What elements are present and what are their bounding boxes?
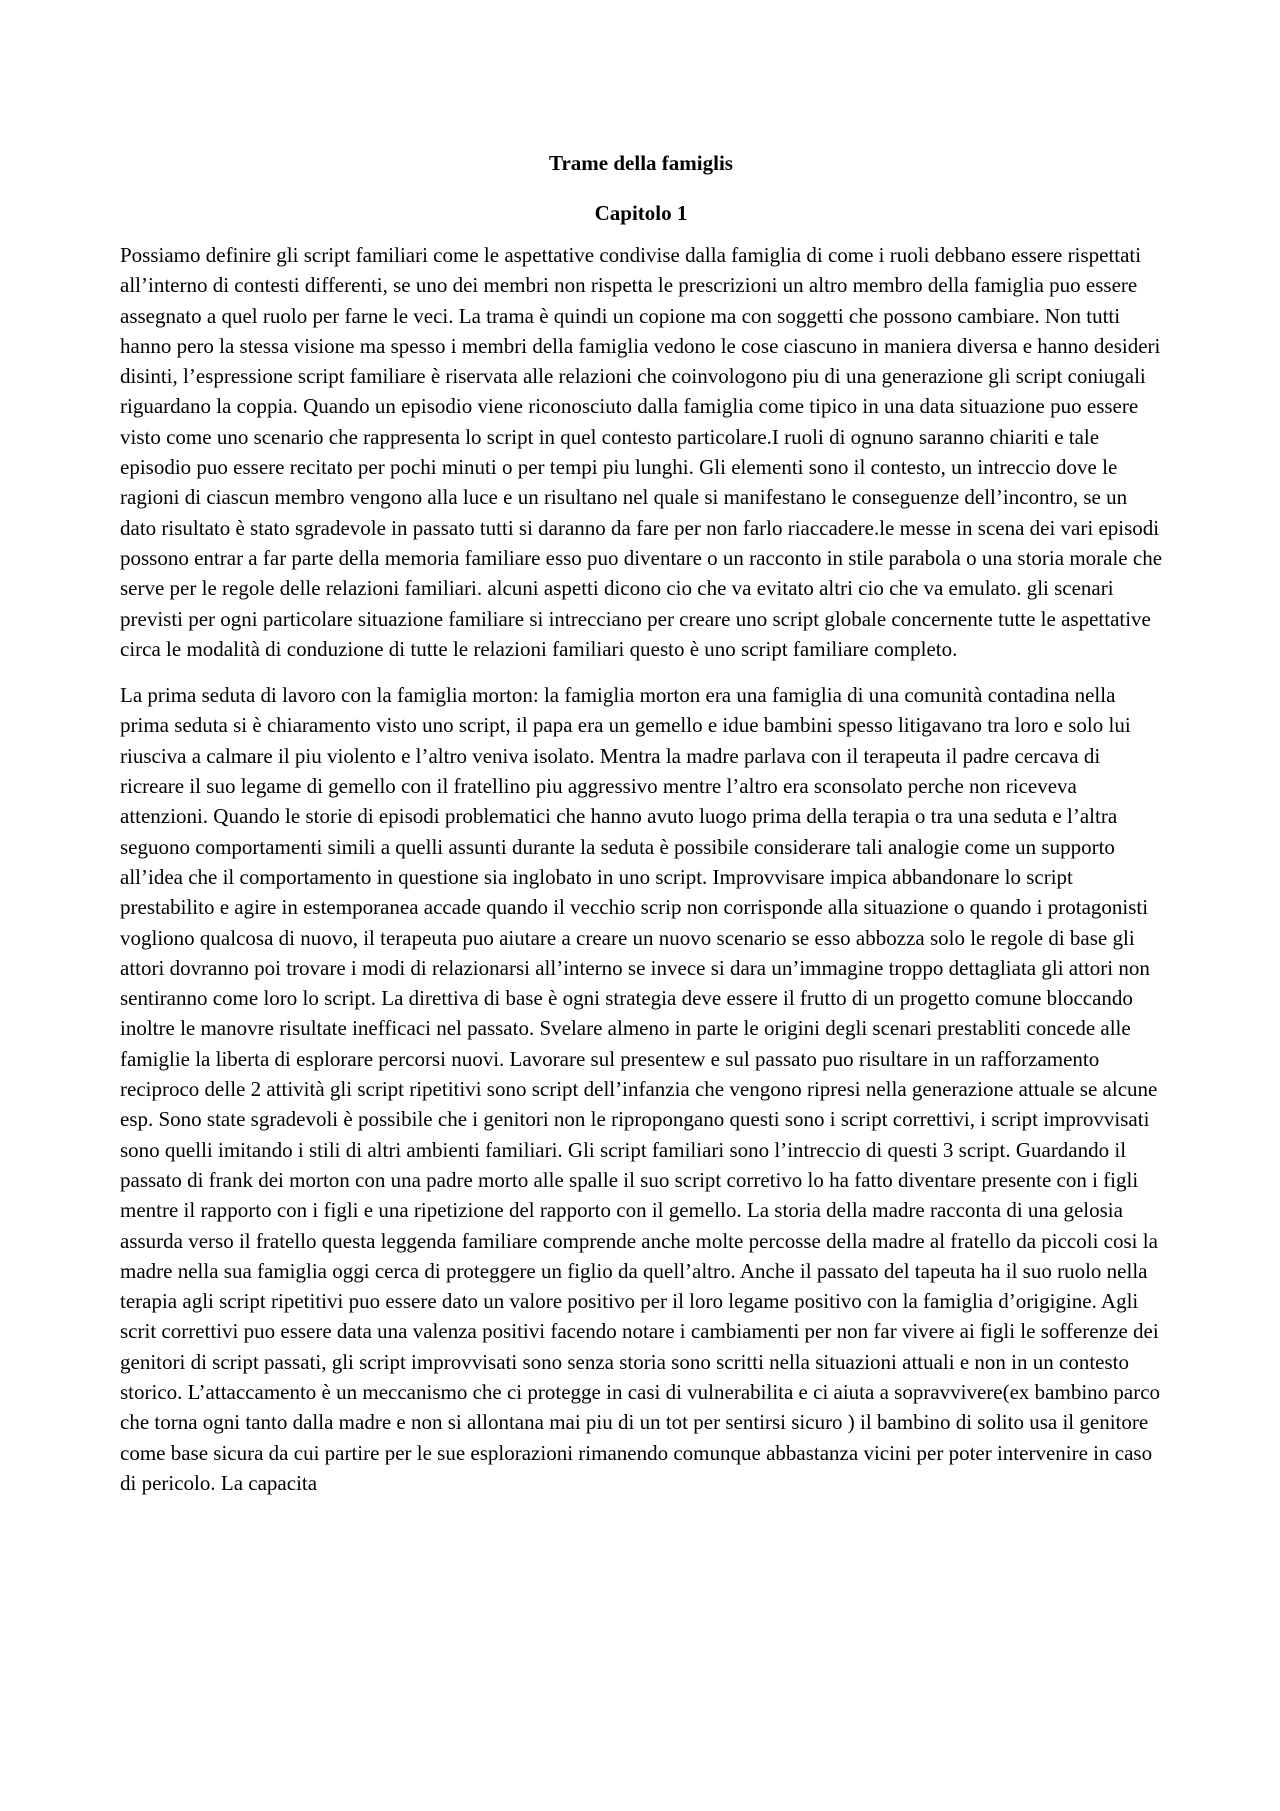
document-body [120,148,1162,1514]
chapter-heading: Capitolo 1 [594,201,688,225]
paragraph-1: Possiamo definire gli script familiari come le aspettative condivise dalla famiglia di come i ruoli debbano essere rispettati all’interno di contesti differenti, se uno dei membri non rispetta le prescrizioni un altro membro della famiglia puo essere assegnato a quel ruolo per farne le veci. La trama è quindi un copione ma con soggetti che possono cambiare. Non tutti hanno pero la stessa visione ma spesso i membri della famiglia vedono le cose ciascuno in maniera diversa e hanno desideri disinti, l’espressione script familiare è riservata alle relazioni che coinvologono piu di una generazione gli script coniugali riguardano la coppia. Quando un episodio viene riconosciuto dalla famiglia come tipico in una data situazione puo essere visto come uno scenario che rappresenta lo script in quel contesto particolare.I ruoli di ognuno saranno chiariti e tale episodio puo essere recitato per pochi minuti o per tempi piu lunghi. Gli elementi sono il contesto, un intreccio dove le ragioni di ciascun membro vengono alla luce e un risultano nel quale si manifestano le conseguenze dell’incontro, se un dato risultato è stato sgradevole in passato tutti si daranno da fare per non farlo riaccadere.le messe in scena dei vari episodi possono entrar a far parte della memoria familiare esso puo diventare o un racconto in stile parabola o una storia morale che serve per le regole delle relazioni familiari. alcuni aspetti dicono cio che va evitato altri cio che va emulato. gli scenari previsti per ogni particolare situazione familiare si intrecciano per creare uno script globale concernente tutte le aspettative circa le modalità di conduzione di tutte le relazioni familiari questo è uno script familiare completo. [120,243,1163,661]
paragraph-2: La prima seduta di lavoro con la famiglia morton: la famiglia morton era una famiglia di una comunità contadina nella prima seduta si è chiaramento visto uno script, il papa era un gemello e idue bambini spesso litigavano tra loro e solo lui riusciva a calmare il piu violento e l’altro veniva isolato. Mentra la madre parlava con il terapeuta il padre cercava di ricreare il suo legame di gemello con il fratellino piu aggressivo mentre l’altro era sconsolato perche non riceveva attenzioni. Quando le storie di episodi problematici che hanno avuto luogo prima della terapia o tra una seduta e l’altra seguono comportamenti simili a quelli assunti durante la seduta è possibile considerare tali analogie come un supporto all’idea che il comportamento in questione sia inglobato in uno script. Improvvisare impica abbandonare lo script prestabilito e agire in estemporanea accade quando il vecchio scrip non corrisponde alla situazione o quando i protagonisti vogliono qualcosa di nuovo, il terapeuta puo aiutare a creare un nuovo scenario se esso abbozza solo le regole di base gli attori dovranno poi trovare i modi di relazionarsi all’interno se invece si dara un’immagine troppo dettagliata gli attori non sentiranno come loro lo script. La direttiva di base è ogni strategia deve essere il frutto di un progetto comune bloccando inoltre le manovre risultate inefficaci nel passato. Svelare almeno in parte le origini degli scenari prestabliti concede alle famiglie la liberta di esplorare percorsi nuovi. Lavorare sul presentew e sul passato puo risultare in un rafforzamento reciproco delle 2 attività gli script ripetitivi sono script dell’infanzia che vengono ripresi nella generazione attuale se alcune esp. Sono state sgradevoli è possibile che i genitori non le ripropongano questi sono i script correttivi, i script improvvisati sono quelli imitando i stili di altri ambienti familiari. Gli script familiari sono l’intreccio di questi 3 script. Guardando il passato di frank dei morton con una padre morto alle spalle il suo script corretivo lo ha fatto diventare presente con i figli mentre il rapporto con i figli e una ripetizione del rapporto con il gemello. La storia della madre racconta di una gelosia assurda verso il fratello questa leggenda familiare comprende anche molte percosse della madre al fratello da piccoli cosi la madre nella sua famiglia oggi cerca di proteggere un figlio da quell’altro. Anche il passato del tapeuta ha il suo ruolo nella terapia agli script ripetitivi puo essere dato un valore positivo per il loro legame positivo con la famiglia d’origigine. Agli scrit correttivi puo essere data una valenza positivi facendo notare i cambiamenti per non far vivere ai figli le sofferenze dei genitori di script passati, gli script improvvisati sono senza storia sono scritti nella situazioni attuali e non in un contesto storico. L’attaccamento è un meccanismo che ci protegge in casi di vulnerabilita e ci aiuta a sopravvivere(ex bambino parco che torna ogni tanto dalla madre e non si allontana mai piu di un tot per sentirsi sicuro ) il bambino di solito usa il genitore come base sicura da cui partire per le sue esplorazioni rimanendo comunque abbastanza vicini per poter intervenire in caso di pericolo. La capacita [120,683,1161,1495]
document-title: Trame della famiglis [549,151,733,175]
